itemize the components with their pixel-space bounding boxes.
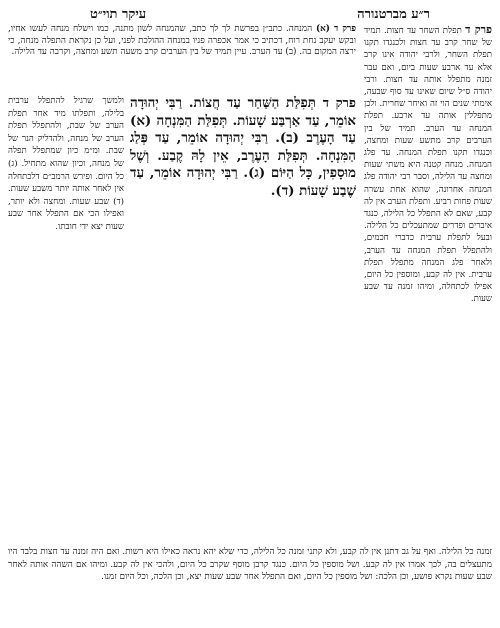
bottom-text: זמנה כל הלילה. ואף על גב דתנן אין לה קבע, ולא קתני זמנה כל הלילה, כדי שלא יהא נראה כאילו היא רשות. ואם היה זמנה עד חצות בלבד היו מתעצלים בה, לכך אמרו אין לה קבע. ושל מוספין כל היום. כנגד קרבן מוסף שקרב כל היום, ולהכי אין לה קבע. ומיהו אם השהה אותה לאחר שבע שעות נקרא פושע, וכן הלכה: ושל מוספין כל היום, ואם התפלל אחר שבע שעות יצא, וכן הלכה, וכל היום זמנו. bbox=[8, 547, 492, 583]
mishnah-opening: תְּפִלַּת הַשַּׁחַר עַד חֲצוֹת. bbox=[188, 95, 316, 111]
bartenura-text: תפלת השחר עד חצות. תמיד של שחר קרב עד חצות ולכנגדו תקנו תפלת השחר, ולרבי יהודה אינו קרב אלא עד ארבע שעות ביום, ואם עבר זמנה מתפלל אותה עד חצות. ורבי יהודה ס״ל שיום שאינו עד סוף שבעה, אימתי שנים הוי זה ואיחר שחרית. ולכן מתפללין אותה עד ארבע. תפלת המנחה עד הערב. תמיד של בין הערבים קרב מתשע שעות ומחצה, וכנגדו תקנו תפלת המנחה. עד פלג המנחה. מנחה קטנה היא משתי שעות ומחצה עד הלילה, וסבר רבי יהודה פלג המנחה אחרונה, שהוא אחת עשרה שעות פחות רביע. ותפלת הערב אין לה קבע, שאם לא התפלל כל הלילה, כנגד איברים ופדרים שמתעכלים כל הלילה. ובעל לתפלת ערבית כדברי חכמים, ולהתפלל תפלת המנחה עד הערב, ולאחר פלג המנחה מתפלל תפלת ערבית. אין לה קבע, ומוספין כל היום, אפילו לכתחלה, ומיהו זמנה עד שבע שעות. bbox=[364, 26, 492, 305]
tosafot-chapter-label: פרק ד (א) bbox=[315, 24, 356, 34]
tosafot-top-text: המנחה. כתב״ן בפרשת לך לך כתב, שהמנחה לשון מתנה, כמו וישלח מנחה לעשו אחיו, ובקש יעקב נחת רוח, דכתיב כי אמר אכפרה פניו במנחה ההולכת לפני, ועל כן נקראת התפלה מנחה, כי ירצה המקום בה. (ב) עד הערב. עיין תמיד של בין הערבים קרב משעה תשע ומחצה, וקרבה עד הלילה. bbox=[8, 24, 356, 58]
tosafot-side-text: ולמשך שרגיל להתפלל ערבית בלילה, ותפלתו מיד אחר תפלת הערב של שבת, ולהתפלל תפלת הערב של מנחה, ולהדליק הנר של שבת. ומ״מ כיון שמתפלל תפלה של מנחה, וכיון שהוא מתחיל. (ג) כל היום. ופירש הרמב״ם דלכתחלה אין לאחר אותה יותר משבע שעות. (ד) שבע שעות. ומחצה ולא יותר, ואפילו הכי אם התפלל אחר שבע שעות יצא ידי חובתו. bbox=[8, 96, 124, 232]
bartenura-chapter-label: פרק ד bbox=[465, 24, 492, 36]
commentary-bottom bbox=[8, 546, 492, 622]
tosafot-header: עיקר תוי״ט bbox=[90, 7, 147, 22]
tosafot-commentary-side bbox=[8, 95, 124, 245]
bartenura-header: ר״ע מברטנורה bbox=[357, 7, 430, 22]
mishnah-body: רַבִּי יְהוּדָה אוֹמֵר, עַד אַרְבַּע שָׁעוֹת. תְּפִלַּת הַמִּנְחָה (א) עַד הָעֶרֶב (ב). רַבִּי יְהוּדָה אוֹמֵר, עַד פְּלַג הַמִּנְחָה. תְּפִלַּת הָעֶרֶב, אֵין לָהּ קֶבַע. וְשֶׁל מוּסָפִין, כָּל הַיּוֹם (ג). רַבִּי יְהוּדָה אוֹמֵר, עַד שֶׁבַע שָׁעוֹת (ד). bbox=[130, 95, 356, 199]
mishnah-text-block bbox=[130, 95, 356, 245]
tosafot-commentary-top bbox=[8, 24, 356, 82]
bartenura-commentary bbox=[364, 24, 492, 536]
mishnah-chapter-label: פרק ד bbox=[322, 96, 356, 111]
